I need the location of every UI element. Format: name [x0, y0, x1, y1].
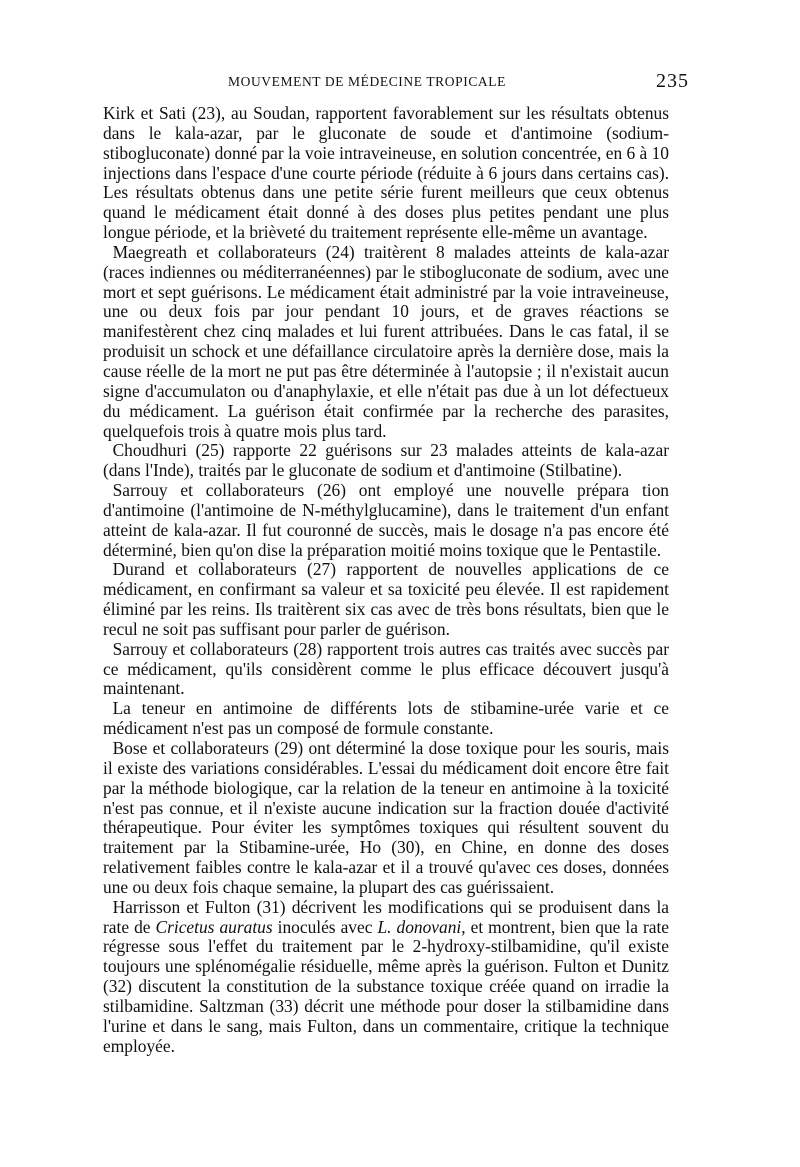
paragraph-teneur-antimoine: La teneur en antimoine de différents lots de stibamine-urée varie et ce médicament n'est pas un composé de formule constante. [103, 698, 669, 739]
paragraph-maegreath: Maegreath et collaborateurs (24) traitèrent 8 malades atteints de kala-azar (races indiennes ou méditerranéennes) par le stibogluconate de sodium, avec une mort et sept guérisons. Le médicament était administré par la voie intraveineuse, une ou deux fois par jour pendant 10 jours, et de graves réactions se manifestèrent chez cinq malades et lui furent attribuées. Dans le cas fatal, il se produisit un schock et une défaillance circulatoire après la dernière dose, mais la cause réelle de la mort ne put pas être déterminée à l'autopsie ; il n'existait aucun signe d'accumulaton ou d'anaphylaxie, et elle n'était pas due à un lot défectueux du médicament. La guérison était confirmée par la recherche des parasites, quelquefois trois à quatre mois plus tard. [103, 241, 669, 441]
paragraph-sarrouy-28: Sarrouy et collaborateurs (28) rapportent trois autres cas traités avec succès par ce médicament, qu'ils considèrent comme le plus efficace découvert jusqu'à maintenant. [103, 638, 669, 699]
paragraph-choudhuri: Choudhuri (25) rapporte 22 guérisons sur 23 malades atteints de kala-azar (dans l'Inde), traités par le gluconate de sodium et d'antimoine (Stilbatine). [103, 440, 669, 481]
paragraph-kirk-sati: Kirk et Sati (23), au Soudan, rapportent favorablement sur les résultats obtenus dans le kala-azar, par le gluconate de soude et d'antimoine (sodium-stibogluconate) donné par la voie intraveineuse, en solution concentrée, en 6 à 10 injections dans l'espace d'une courte période (réduite à 6 jours dans certains cas). Les résultats obtenus dans une petite série furent meilleurs que ceux obtenus quand le médicament était donné à des doses plus petites pendant une plus longue période, et la brièveté du traitement représente elle-même un avantage. [103, 103, 669, 243]
paragraph-durand: Durand et collaborateurs (27) rapportent de nouvelles applications de ce médicament, en confirmant sa valeur et sa toxicité peu élevée. Il est rapidement éliminé par les reins. Ils traitèrent six cas avec de très bons résultats, bien que le recul ne soit pas suffisant pour parler de guérison. [103, 559, 669, 639]
paragraph-sarrouy-26: Sarrouy et collaborateurs (26) ont employé une nouvelle prépara tion d'antimoine (l'antimoine de N-méthylglucamine), dans le traitement d'un enfant atteint de kala-azar. Il fut couronné de succès, mais le dosage n'a pas encore été déterminé, bien qu'on dise la préparation moitié moins toxique que le Pentastile. [103, 480, 669, 560]
paragraph-bose: Bose et collaborateurs (29) ont déterminé la dose toxique pour les souris, mais il existe des variations considérables. L'essai du médicament doit encore être fait par la méthode biologique, car la relation de la teneur en antimoine à la toxicité n'est pas connue, et il n'existe aucune indication sur la fraction douée d'activité thérapeutique. Pour éviter les symptômes toxiques qui résultent souvent du traitement par la Stibamine-urée, Ho (30), en Chine, en donne des doses relativement faibles contre le kala-azar et il a trouvé qu'avec ces doses, données une ou deux fois chaque semaine, la plupart des cas guérissaient. [103, 738, 669, 897]
page-header [0, 70, 800, 100]
text-segment: , et montrent, bien que la rate régresse sous l'effet du traitement par le 2-hydroxy-stilbamidine, qu'il existe toujours une splénomégalie résiduelle, même après la guérison. Fulton et Dunitz (32) discutent la constitution de la substance toxique créée quand on irradie la stilbamidine. Saltzman (33) décrit une méthode pour doser la stilbamidine dans l'urine et dans le sang, mais Fulton, dans un commentaire, critique la technique employée. [103, 916, 670, 1056]
paragraph-harrisson-fulton [103, 898, 669, 1057]
body-text [103, 104, 669, 1057]
text-segment: Harrisson et Fulton (31) décrivent les modifications qui se produisent dans la rate de [103, 896, 669, 937]
running-head: MOUVEMENT DE MÉDECINE TROPICALE [228, 74, 506, 89]
species-name: Cricetus auratus [155, 916, 273, 937]
page-number: 235 [656, 70, 689, 92]
text-segment: inoculés avec [272, 916, 378, 937]
species-name: L. donovani [377, 916, 462, 937]
